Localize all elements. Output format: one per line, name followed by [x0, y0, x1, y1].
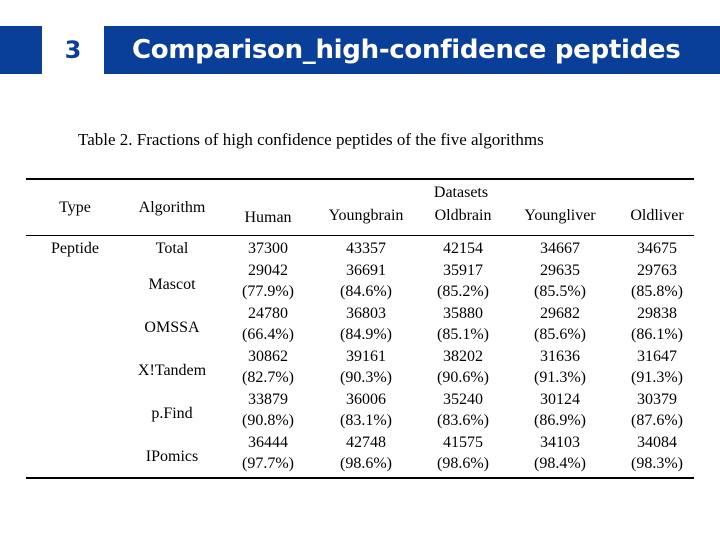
table-cell: (77.9%) [242, 283, 294, 300]
table-cell: (98.6%) [437, 455, 489, 472]
table-cell: (85.5%) [534, 283, 586, 300]
table-header-rule [26, 235, 694, 236]
dataset-column-youngliver [534, 238, 586, 475]
table-cell: (82.7%) [242, 369, 294, 386]
algorithm-cell-pfind: p.Find [151, 405, 193, 422]
table-cell: 34084 [636, 433, 677, 451]
table-cell: (97.7%) [242, 455, 294, 472]
table-cell: 37300 [247, 240, 288, 257]
table-cell: (90.8%) [242, 412, 294, 429]
table-cell: 36691 [345, 261, 386, 279]
table-cell: (85.6%) [534, 326, 586, 343]
algorithm-cell-mascot: Mascot [148, 276, 196, 293]
dataset-header-youngbrain: Youngbrain [328, 207, 404, 224]
table-cell: 42154 [442, 240, 483, 257]
table-cell: (90.3%) [340, 369, 392, 386]
table-cell: 29682 [539, 304, 580, 322]
table-caption: Table 2. Fractions of high confidence peptides of the five algorithms [78, 130, 544, 149]
table-cell: 30379 [636, 390, 677, 408]
table-cell: 36803 [345, 304, 386, 322]
dataset-column-human [242, 238, 294, 475]
table-cell: (91.3%) [534, 369, 586, 386]
table-top-rule [26, 178, 694, 180]
table-cell: (87.6%) [631, 412, 683, 429]
slide-number: 3 [42, 26, 104, 74]
type-cell: Peptide [51, 240, 99, 257]
table-cell: (98.4%) [534, 455, 586, 472]
table-cell: (98.3%) [631, 455, 683, 472]
table-cell: 36444 [247, 433, 288, 451]
table-cell: 31647 [636, 347, 677, 365]
algorithm-cell-xtandem: X!Tandem [137, 362, 207, 379]
dataset-header-youngliver: Youngliver [524, 207, 596, 224]
datasets-header: Datasets [433, 184, 489, 201]
algorithm-cell-total: Total [155, 240, 189, 257]
algorithm-header: Algorithm [138, 199, 206, 216]
table-bottom-rule [26, 477, 694, 479]
table-cell: 29042 [247, 261, 288, 279]
table-cell: (86.9%) [534, 412, 586, 429]
table-cell: 29763 [636, 261, 677, 279]
table-cell: 34103 [539, 433, 580, 451]
dataset-header-oldliver: Oldliver [630, 207, 684, 224]
table-cell: 31636 [539, 347, 580, 365]
table-cell: 35917 [442, 261, 483, 279]
table-cell: 34667 [539, 240, 580, 257]
table-cell: 43357 [345, 240, 386, 257]
table-cell: (91.3%) [631, 369, 683, 386]
table-cell: 41575 [442, 433, 483, 451]
table-cell: (86.1%) [631, 326, 683, 343]
type-header: Type [59, 199, 91, 216]
table-cell: (83.1%) [340, 412, 392, 429]
dataset-column-oldliver [631, 238, 683, 475]
table-cell: 29838 [636, 304, 677, 322]
slide-title: Comparison_high-confidence peptides [132, 35, 681, 65]
table-cell: 30124 [539, 390, 580, 408]
table-cell: 38202 [442, 347, 483, 365]
dataset-column-oldbrain [437, 238, 489, 475]
table-cell: (66.4%) [242, 326, 294, 343]
table-cell: 36006 [345, 390, 386, 408]
table-cell: (83.6%) [437, 412, 489, 429]
table-cell: 29635 [539, 261, 580, 279]
table-cell: 30862 [247, 347, 288, 365]
table-cell: 35240 [442, 390, 483, 408]
table-cell: (85.2%) [437, 283, 489, 300]
table-cell: 39161 [345, 347, 386, 365]
table-cell: (85.1%) [437, 326, 489, 343]
table-cell: 34675 [636, 240, 677, 257]
dataset-header-human: Human [244, 209, 292, 226]
table-cell: 35880 [442, 304, 483, 322]
algorithm-cell-omssa: OMSSA [144, 319, 200, 336]
table-cell: 24780 [247, 304, 288, 322]
table-cell: (84.9%) [340, 326, 392, 343]
table-cell: (98.6%) [340, 455, 392, 472]
table-cell: (90.6%) [437, 369, 489, 386]
table-cell: (84.6%) [340, 283, 392, 300]
dataset-header-oldbrain: Oldbrain [434, 207, 492, 224]
algorithm-cell-ipomics: IPomics [145, 448, 199, 465]
table-cell: (85.8%) [631, 283, 683, 300]
dataset-column-youngbrain [340, 238, 392, 475]
table-cell: 33879 [247, 390, 288, 408]
table-cell: 42748 [345, 433, 386, 451]
